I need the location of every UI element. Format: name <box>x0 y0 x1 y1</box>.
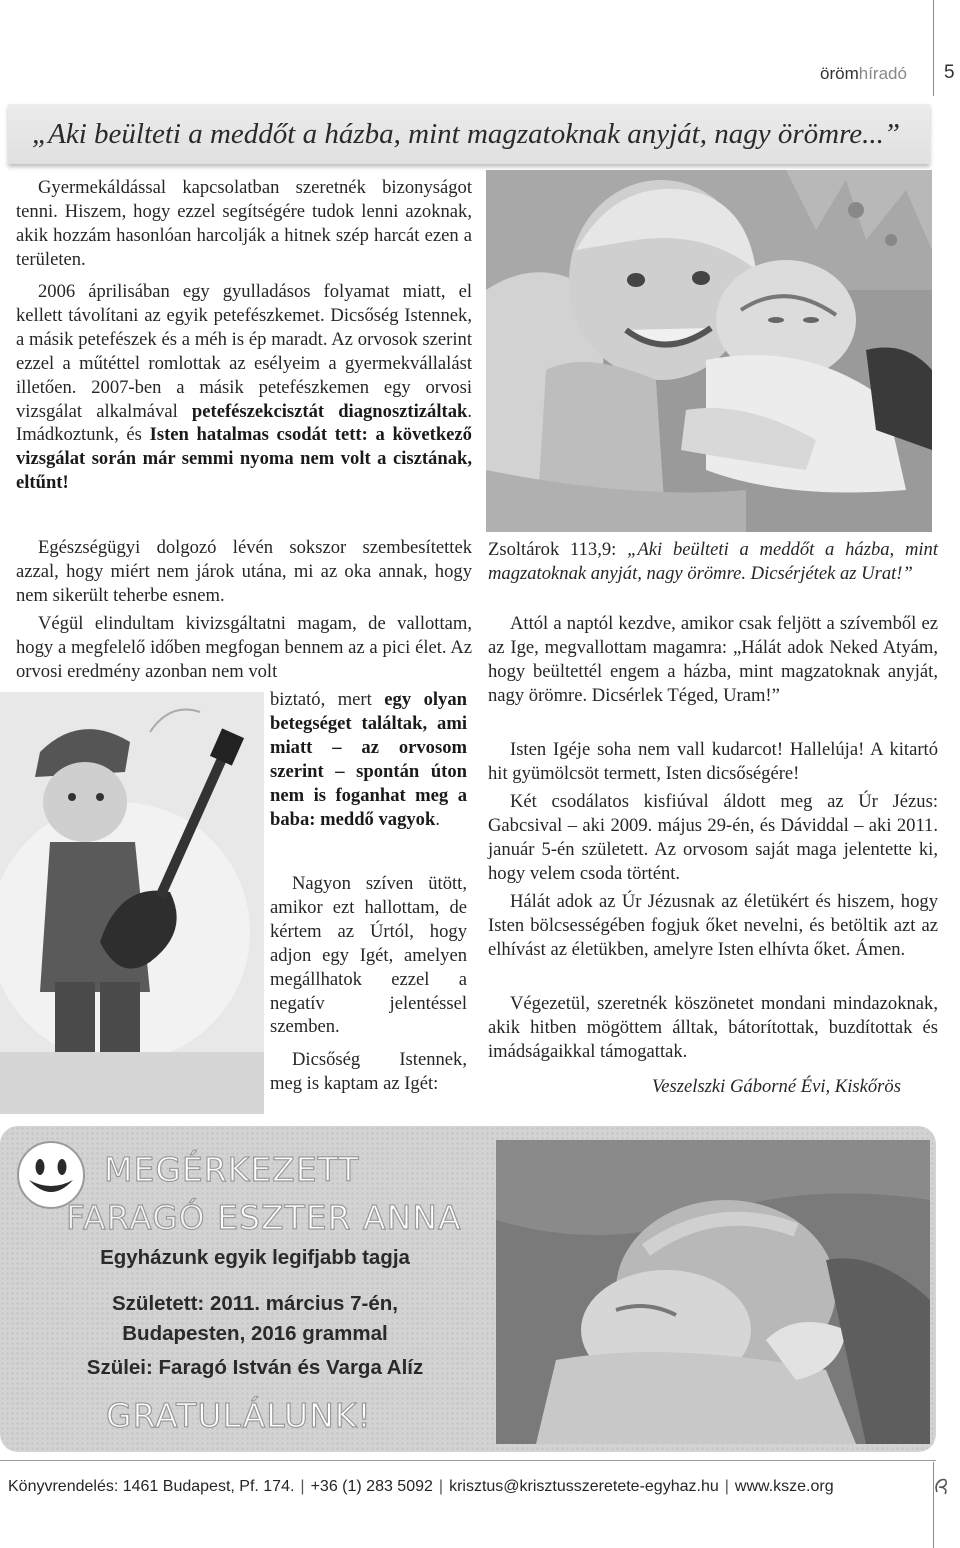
photo-two-boys-illustration <box>486 170 932 532</box>
photo-sleeping-baby <box>496 1140 930 1444</box>
paragraph-two-sons: Két csodálatos kisfiúval áldott meg az Úr Jézus: Gabcsival – aki 2009. május 29-én, és Dáviddal – aki 2011. január 5-én született. Az orvosom saját maga jelentette ki, hogy velem csoda történt. <box>488 791 938 884</box>
photo-two-boys <box>486 170 932 532</box>
magazine-brand: örömhíradó <box>820 64 907 83</box>
photo-sleeping-baby-illustration <box>496 1140 930 1444</box>
paragraph-healthcare: Egészségügyi dolgozó lévén sokszor szembesítettek azzal, hogy miért nem járok utána, mi az oka annak, hogy nem sikerült teherbe esnem. <box>16 537 472 606</box>
header-vertical-rule <box>933 0 934 96</box>
footer-vertical-rule <box>933 1462 934 1548</box>
paragraph-examination: Végül elindultam kivizsgáltatni magam, de vallottam, hogy a megfelelő időben megfogan bennem az a pici élet. Az orvosi eredmény azonban nem volt <box>16 613 472 682</box>
paragraph-hallelujah: Isten Igéje soha nem vall kudarcot! Hallelúja! A kitartó hit gyümölcsöt termett, Isten dicsőségére! <box>488 739 938 784</box>
birth-date: Született: 2011. március 7-én, <box>112 1292 398 1315</box>
footer-email[interactable]: krisztus@krisztusszeretete-egyhaz.hu <box>449 1478 719 1495</box>
paragraph-received-word: Dicsőség Istennek, meg is kaptam az Igét: <box>270 1049 467 1094</box>
paragraph-acknowledgements: Végezetül, szeretnék köszönetet mondani mindazoknak, akik hitben mögöttem álltak, bátorítottak, buzdítottak és imádságaikkal támogattak. <box>488 993 938 1062</box>
birth-place-weight: Budapesten, 2016 grammal <box>122 1322 388 1345</box>
photo-boy-with-guitar <box>0 692 264 1114</box>
paragraph-diagnosis-result: biztató, mert egy olyan betegséget találtak, ami miatt – az orvosom szerint – spontán úton nem is foganhat meg a baba: meddő vagyok. <box>270 689 467 830</box>
paragraph-confession: Attól a naptól kezdve, amikor csak feljött a szívemből ez az Ige, megvallottam magamra: „Hálát adok Neked Atyám, hogy beültettél engem a házba, mint magzatoknak anyját, nagy örömre. Dicsérlek Téged, Uram!” <box>488 613 938 706</box>
announcement-subtitle: Egyházunk egyik legifjabb tagja <box>100 1246 410 1269</box>
footer-rule <box>0 1460 936 1461</box>
article-title: „Aki beülteti a meddőt a házba, mint magzatoknak anyját, nagy örömre...” <box>32 118 901 150</box>
baby-name: FARAGÓ ESZTER ANNA <box>66 1198 462 1237</box>
footer-contact: Könyvrendelés: 1461 Budapest, Pf. 174. | +36 (1) 283 5092 | krisztus@krisztusszeretete-egyhaz.hu | www.ksze.org <box>8 1478 834 1495</box>
flourish-icon <box>932 1476 952 1496</box>
paragraph-thanks-to-jesus: Hálát adok az Úr Jézusnak az életükért és hiszem, hogy Isten bölcsességében fogjuk őket nevelni, és betöltik azt az elhívást az életükben, amelyre Isten elhívta őket. Ámen. <box>488 891 938 960</box>
paragraph-psalm: Zsoltárok 113,9: „Aki beülteti a meddőt a házba, mint magzatoknak anyját, nagy örömre. Dicsérjétek az Urat!” <box>488 539 938 584</box>
page-number: 5 <box>944 62 955 83</box>
announcement-heading: MEGÉRKEZETT <box>104 1150 360 1189</box>
footer-phone: +36 (1) 283 5092 <box>310 1478 433 1495</box>
author-signature: Veszelszki Gáborné Évi, Kiskőrös <box>652 1076 901 1097</box>
paragraph-intro: Gyermekáldással kapcsolatban szeretnék bizonyságot tenni. Hiszem, hogy ezzel segítségére tudok lenni azoknak, akik hozzám hasonlóan harcolják a hitnek szép harcát ezen a területen. <box>16 177 472 270</box>
paragraph-prayer: Nagyon szíven ütött, amikor ezt hallottam, de kértem az Úrtól, hogy adjon egy Igét, amelyen megállhatok ezzel a negatív jelentéssel szemben. <box>270 873 467 1038</box>
congratulations: GRATULÁLUNK! <box>106 1396 372 1435</box>
parents: Szülei: Faragó István és Varga Alíz <box>86 1356 424 1379</box>
paragraph-diagnosis: 2006 áprilisában egy gyulladásos folyamat miatt, el kellett távolítani az egyik petefészkemet. Dicsőség Istennek, a másik petefészek és a méh is ép maradt. Az orvosok szerint ezzel a műtéttel romlottak az esélyeim a gyermekvállalást illetően. 2007-ben a másik petefészkemen egy orvosi vizsgálat alkalmával petefészekcisztát diagnosztizáltak. Imádkoztunk, és Isten hatalmas csodát tett: a következő vizsgálat során már semmi nyoma nem volt a cisztának, eltűnt! <box>16 281 472 494</box>
article-title-bar <box>8 104 930 164</box>
footer-order-address: Könyvrendelés: 1461 Budapest, Pf. 174. <box>8 1478 295 1495</box>
footer-website[interactable]: www.ksze.org <box>734 1478 834 1495</box>
photo-boy-with-guitar-illustration <box>0 692 264 1114</box>
